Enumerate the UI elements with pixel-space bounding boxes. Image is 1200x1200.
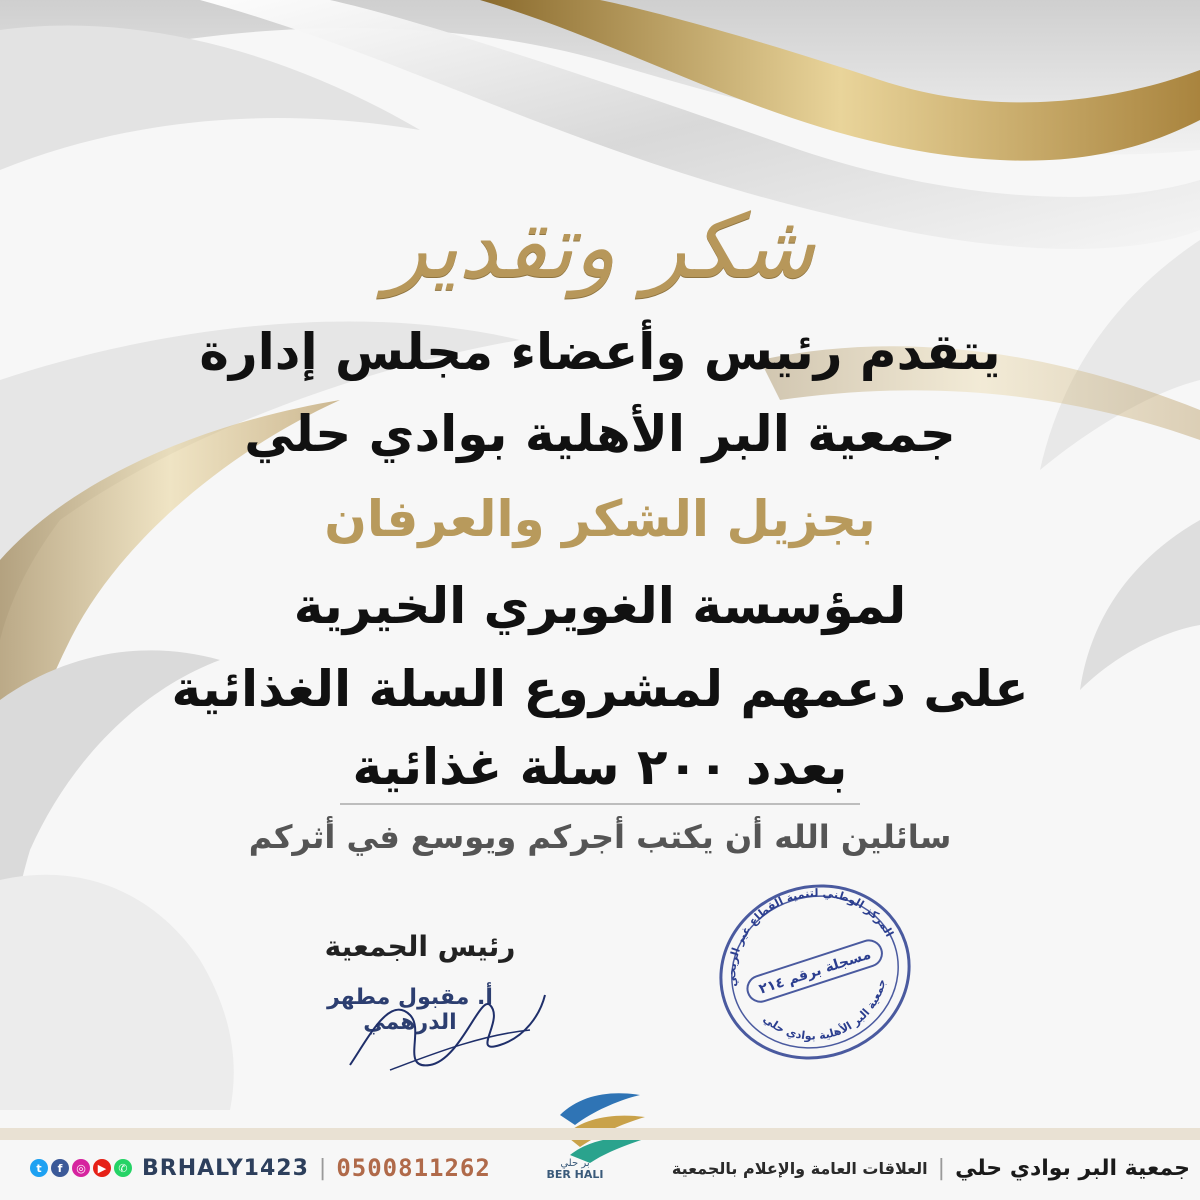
logo-text-en: BER HALI: [546, 1168, 604, 1181]
signature-name: أ. مقبول مطهر الدرهمي: [327, 985, 493, 1035]
stamp-middle-text: مسجلة برقم ٢١٤: [757, 946, 873, 998]
footer-org-name: جمعية البر بوادي حلي: [955, 1156, 1190, 1181]
footer-department: العلاقات العامة والإعلام بالجمعية: [671, 1159, 928, 1178]
logo-text-ar: بر حلي: [560, 1158, 590, 1169]
footer-org-info: [672, 1156, 1190, 1181]
youtube-icon[interactable]: ▶: [93, 1159, 111, 1177]
message-line-5: على دعمهم لمشروع السلة الغذائية: [171, 660, 1029, 718]
whatsapp-icon[interactable]: ✆: [114, 1159, 132, 1177]
instagram-icon[interactable]: ◎: [72, 1159, 90, 1177]
message-line-6: بعدد ٢٠٠ سلة غذائية: [352, 738, 848, 796]
heading-calligraphy: شكر وتقدير: [385, 195, 815, 298]
social-icons: [30, 1159, 132, 1177]
signature-scribble: [330, 975, 560, 1085]
message-line-1: يتقدم رئيس وأعضاء مجلس إدارة: [199, 323, 1001, 381]
signature-title: رئيس الجمعية: [324, 930, 516, 963]
footer-band: [0, 1128, 1200, 1140]
divider: [340, 803, 860, 805]
footer-contact: [30, 1154, 491, 1182]
footer-phone[interactable]: 0500811262: [336, 1154, 491, 1182]
prayer-text: سائلين الله أن يكتب أجركم ويوسع في أثركم: [248, 818, 952, 856]
message-line-2: جمعية البر الأهلية بوادي حلي: [244, 405, 956, 463]
stamp-bottom-text: جمعية البر الأهلية بوادي حلي: [760, 977, 889, 1043]
official-stamp: [705, 872, 925, 1072]
footer-separator: |: [937, 1156, 946, 1181]
footer: [0, 1148, 1200, 1200]
message-line-3: بجزيل الشكر والعرفان: [324, 490, 876, 548]
footer-separator-2: |: [318, 1155, 327, 1181]
twitter-icon[interactable]: t: [30, 1159, 48, 1177]
footer-handle[interactable]: BRHALY1423: [142, 1155, 309, 1181]
facebook-icon[interactable]: f: [51, 1159, 69, 1177]
stamp-top-text: المركز الوطني لتنمية القطاع غير الربحي: [725, 886, 896, 988]
message-line-4: لمؤسسة الغويري الخيرية: [293, 577, 907, 635]
